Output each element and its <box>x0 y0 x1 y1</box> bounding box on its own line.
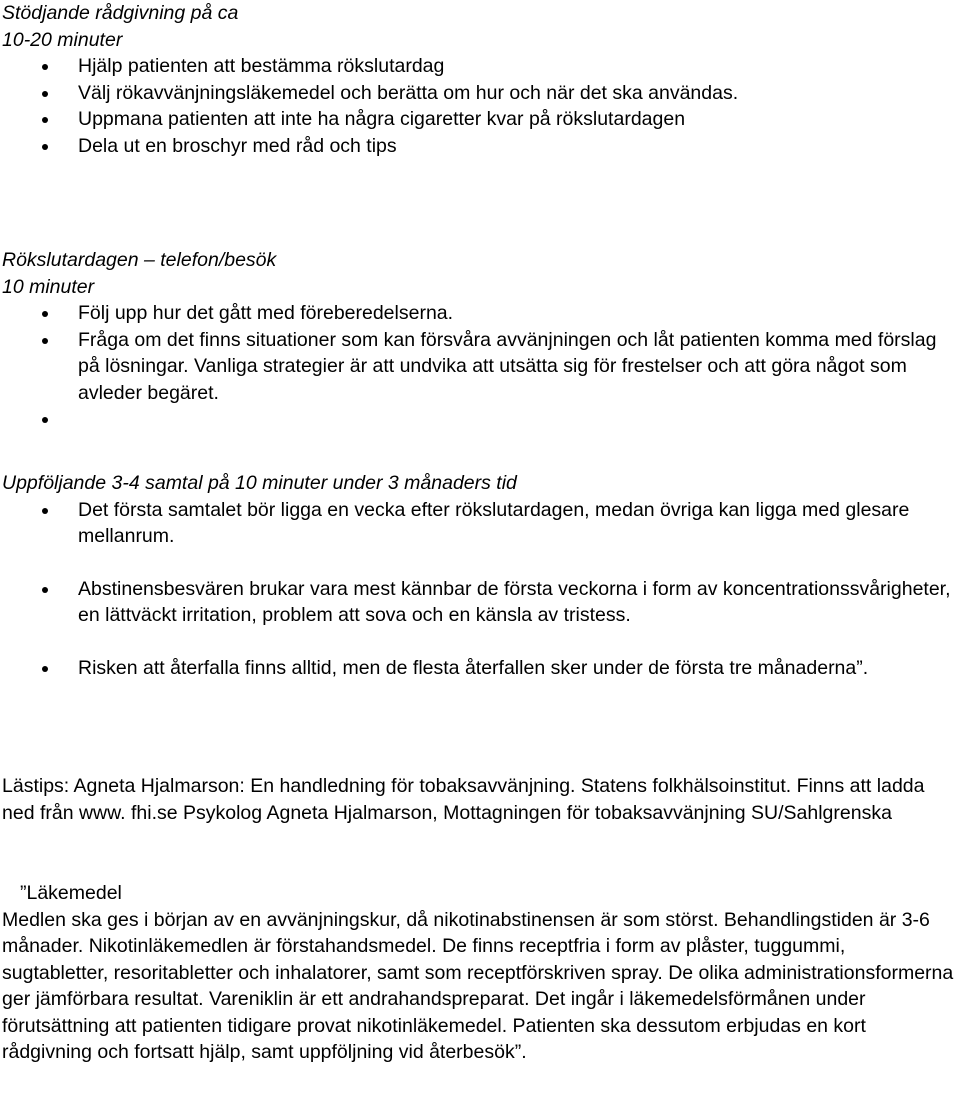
bullet-icon <box>42 587 48 593</box>
list-item: Hjälp patienten att bestämma rökslutardag <box>2 53 956 80</box>
bullet-list <box>2 497 956 682</box>
list-item: Fråga om det finns situationer som kan försvåra avvänjningen och låt patienten komma med förslag på lösningar. Vanliga strategier är att undvika att utsätta sig för frestelser och att göra något som avleder begäret. <box>2 327 956 407</box>
bullet-icon <box>42 508 48 514</box>
list-item: Välj rökavvänjningsläkemedel och berätta om hur och när det ska användas. <box>2 80 956 107</box>
list-item: Uppmana patienten att inte ha några cigaretter kvar på rökslutardagen <box>2 106 956 133</box>
reading-tips: Lästips: Agneta Hjalmarson: En handledning för tobaksavvänjning. Statens folkhälsoinstitut. Finns att ladda ned från www. fhi.se Psykolog Agneta Hjalmarson, Mottagningen för tobaksavvänjning SU/Sahlgrenska <box>2 775 925 824</box>
bullet-icon <box>42 417 48 423</box>
bullet-list <box>2 53 956 159</box>
bullet-icon <box>42 311 48 317</box>
list-item: Det första samtalet bör ligga en vecka efter rökslutardagen, medan övriga kan ligga med glesare mellanrum. <box>2 497 956 550</box>
section-title: Rökslutardagen – telefon/besök <box>2 249 277 271</box>
bullet-icon <box>42 64 48 70</box>
bullet-icon <box>42 117 48 123</box>
bullet-icon <box>42 666 48 672</box>
list-item: Följ upp hur det gått med föreberedelserna. <box>2 300 956 327</box>
section-stodjande-radgivning <box>2 0 956 159</box>
section-title: Stödjande rådgivning på ca <box>2 2 239 24</box>
list-item <box>2 406 956 433</box>
bullet-icon <box>42 338 48 344</box>
section-duration: 10 minuter <box>2 275 95 298</box>
bullet-icon <box>42 144 48 150</box>
list-item: Abstinensbesvären brukar vara mest kännbar de första veckorna i form av koncentrationssvårigheter, en lättväckt irritation, problem att sova och en känsla av tristess. <box>2 576 956 629</box>
list-item: Risken att återfalla finns alltid, men de flesta återfallen sker under de första tre månaderna”. <box>2 655 956 682</box>
section-uppfoljande-samtal <box>2 470 956 681</box>
section-lakemedel <box>2 880 956 1066</box>
section-title: Uppföljande 3-4 samtal på 10 minuter under 3 månaders tid <box>2 472 517 494</box>
list-item: Dela ut en broschyr med råd och tips <box>2 133 956 160</box>
section-body: Medlen ska ges i början av en avvänjningskur, då nikotinabstinensen är som störst. Behandlingstiden är 3-6 månader. Nikotinläkemedlen är förstahandsmedel. De finns receptfria i form av plåster, tuggummi, sugtabletter, resoritabletter och inhalatorer, samt som receptförskriven spray. De olika administrationsformerna ger jämförbara resultat. Vareniklin är ett andrahandspreparat. Det ingår i läkemedelsförmånen under förutsättning att patienten tidigare provat nikotinläkemedel. Patienten ska dessutom erbjudas en kort rådgivning och fortsatt hjälp, samt uppföljning vid återbesök”. <box>2 908 954 1063</box>
bullet-icon <box>42 91 48 97</box>
section-duration: 10-20 minuter <box>2 28 123 51</box>
section-rokslutardagen <box>2 247 956 433</box>
section-title: ”Läkemedel <box>20 882 122 904</box>
bullet-list <box>2 300 956 433</box>
